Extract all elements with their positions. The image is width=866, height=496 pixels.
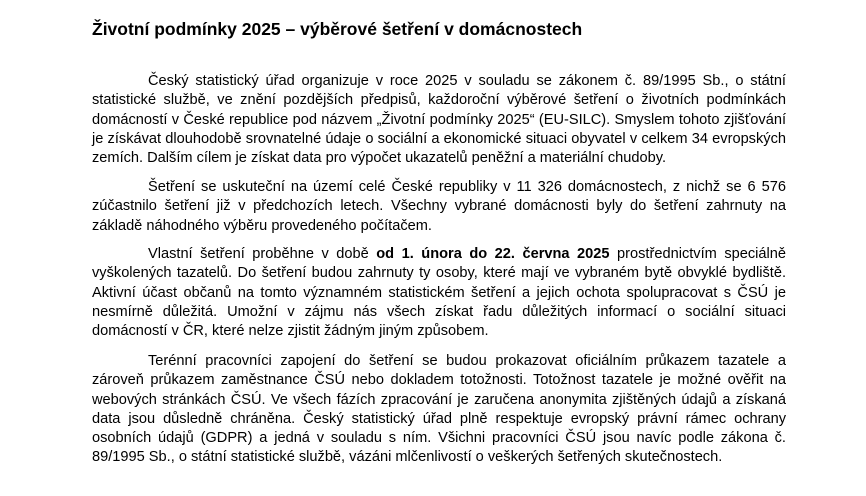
- survey-dates: od 1. února do 22. června 2025: [376, 246, 610, 262]
- paragraph-data-protection: Terénní pracovníci zapojení do šetření se budou prokazovat oficiálním průkazem tazatele a zároveň průkazem zaměstnance ČSÚ nebo dokladem totožnosti. Totožnost tazatele je možné ověřit na webových stránkách ČSÚ. Ve všech fázích zpracování je zaručena anonymita zjištěných údajů a získaná data jsou důsledně chráněna. Český statistický úřad plně respektuje evropský právní rámec ochrany osobních údajů (GDPR) a jedná v souladu s ním. Všichni pracovníci ČSÚ jsou navíc podle zákona č. 89/1995 Sb., o státní statistické službě, vázáni mlčenlivostí o veškerých šetřených skutečnostech.: [92, 353, 786, 466]
- document-title: Životní podmínky 2025 – výběrové šetření v domácnostech: [92, 19, 583, 39]
- paragraph-text: Vlastní šetření proběhne v době: [148, 246, 377, 262]
- paragraph-households-sample: Šetření se uskuteční na území celé České republiky v 11 326 domácnostech, z nichž se 6 576 zúčastnilo šetření již v předchozích letech. Všechny vybrané domácnosti byly do šetření zahrnuty na základě náhodného výběru provedeného počítačem.: [92, 179, 786, 234]
- paragraph-text: prostřednictvím speciálně vyškolených tazatelů. Do šetření budou zahrnuty ty osoby, které mají ve vybraném bytě obvyklé bydliště. Aktivní účast občanů na tomto významném statistickém šetření a jejich ochota spolupracovat s ČSÚ je nesmírně důležitá. Umožní v zájmu nás všech získat řadu důležitých informací o sociální situaci domácností v ČR, které nelze zjistit žádným jiným způsobem.: [92, 246, 786, 340]
- paragraph-survey-period: [92, 245, 786, 341]
- paragraph-survey-intro: Český statistický úřad organizuje v roce 2025 v souladu se zákonem č. 89/1995 Sb., o státní statistické službě, ve znění pozdějších předpisů, každoroční výběrové šetření o životních podmínkách domácností v České republice pod názvem „Životní podmínky 2025“ (EU-SILC). Smyslem tohoto zjišťování je získávat dlouhodobě srovnatelné údaje o sociální a ekonomické situaci obyvatel v celkem 34 evropských zemích. Dalším cílem je získat data pro výpočet ukazatelů peněžní a materiální chudoby.: [92, 73, 786, 167]
